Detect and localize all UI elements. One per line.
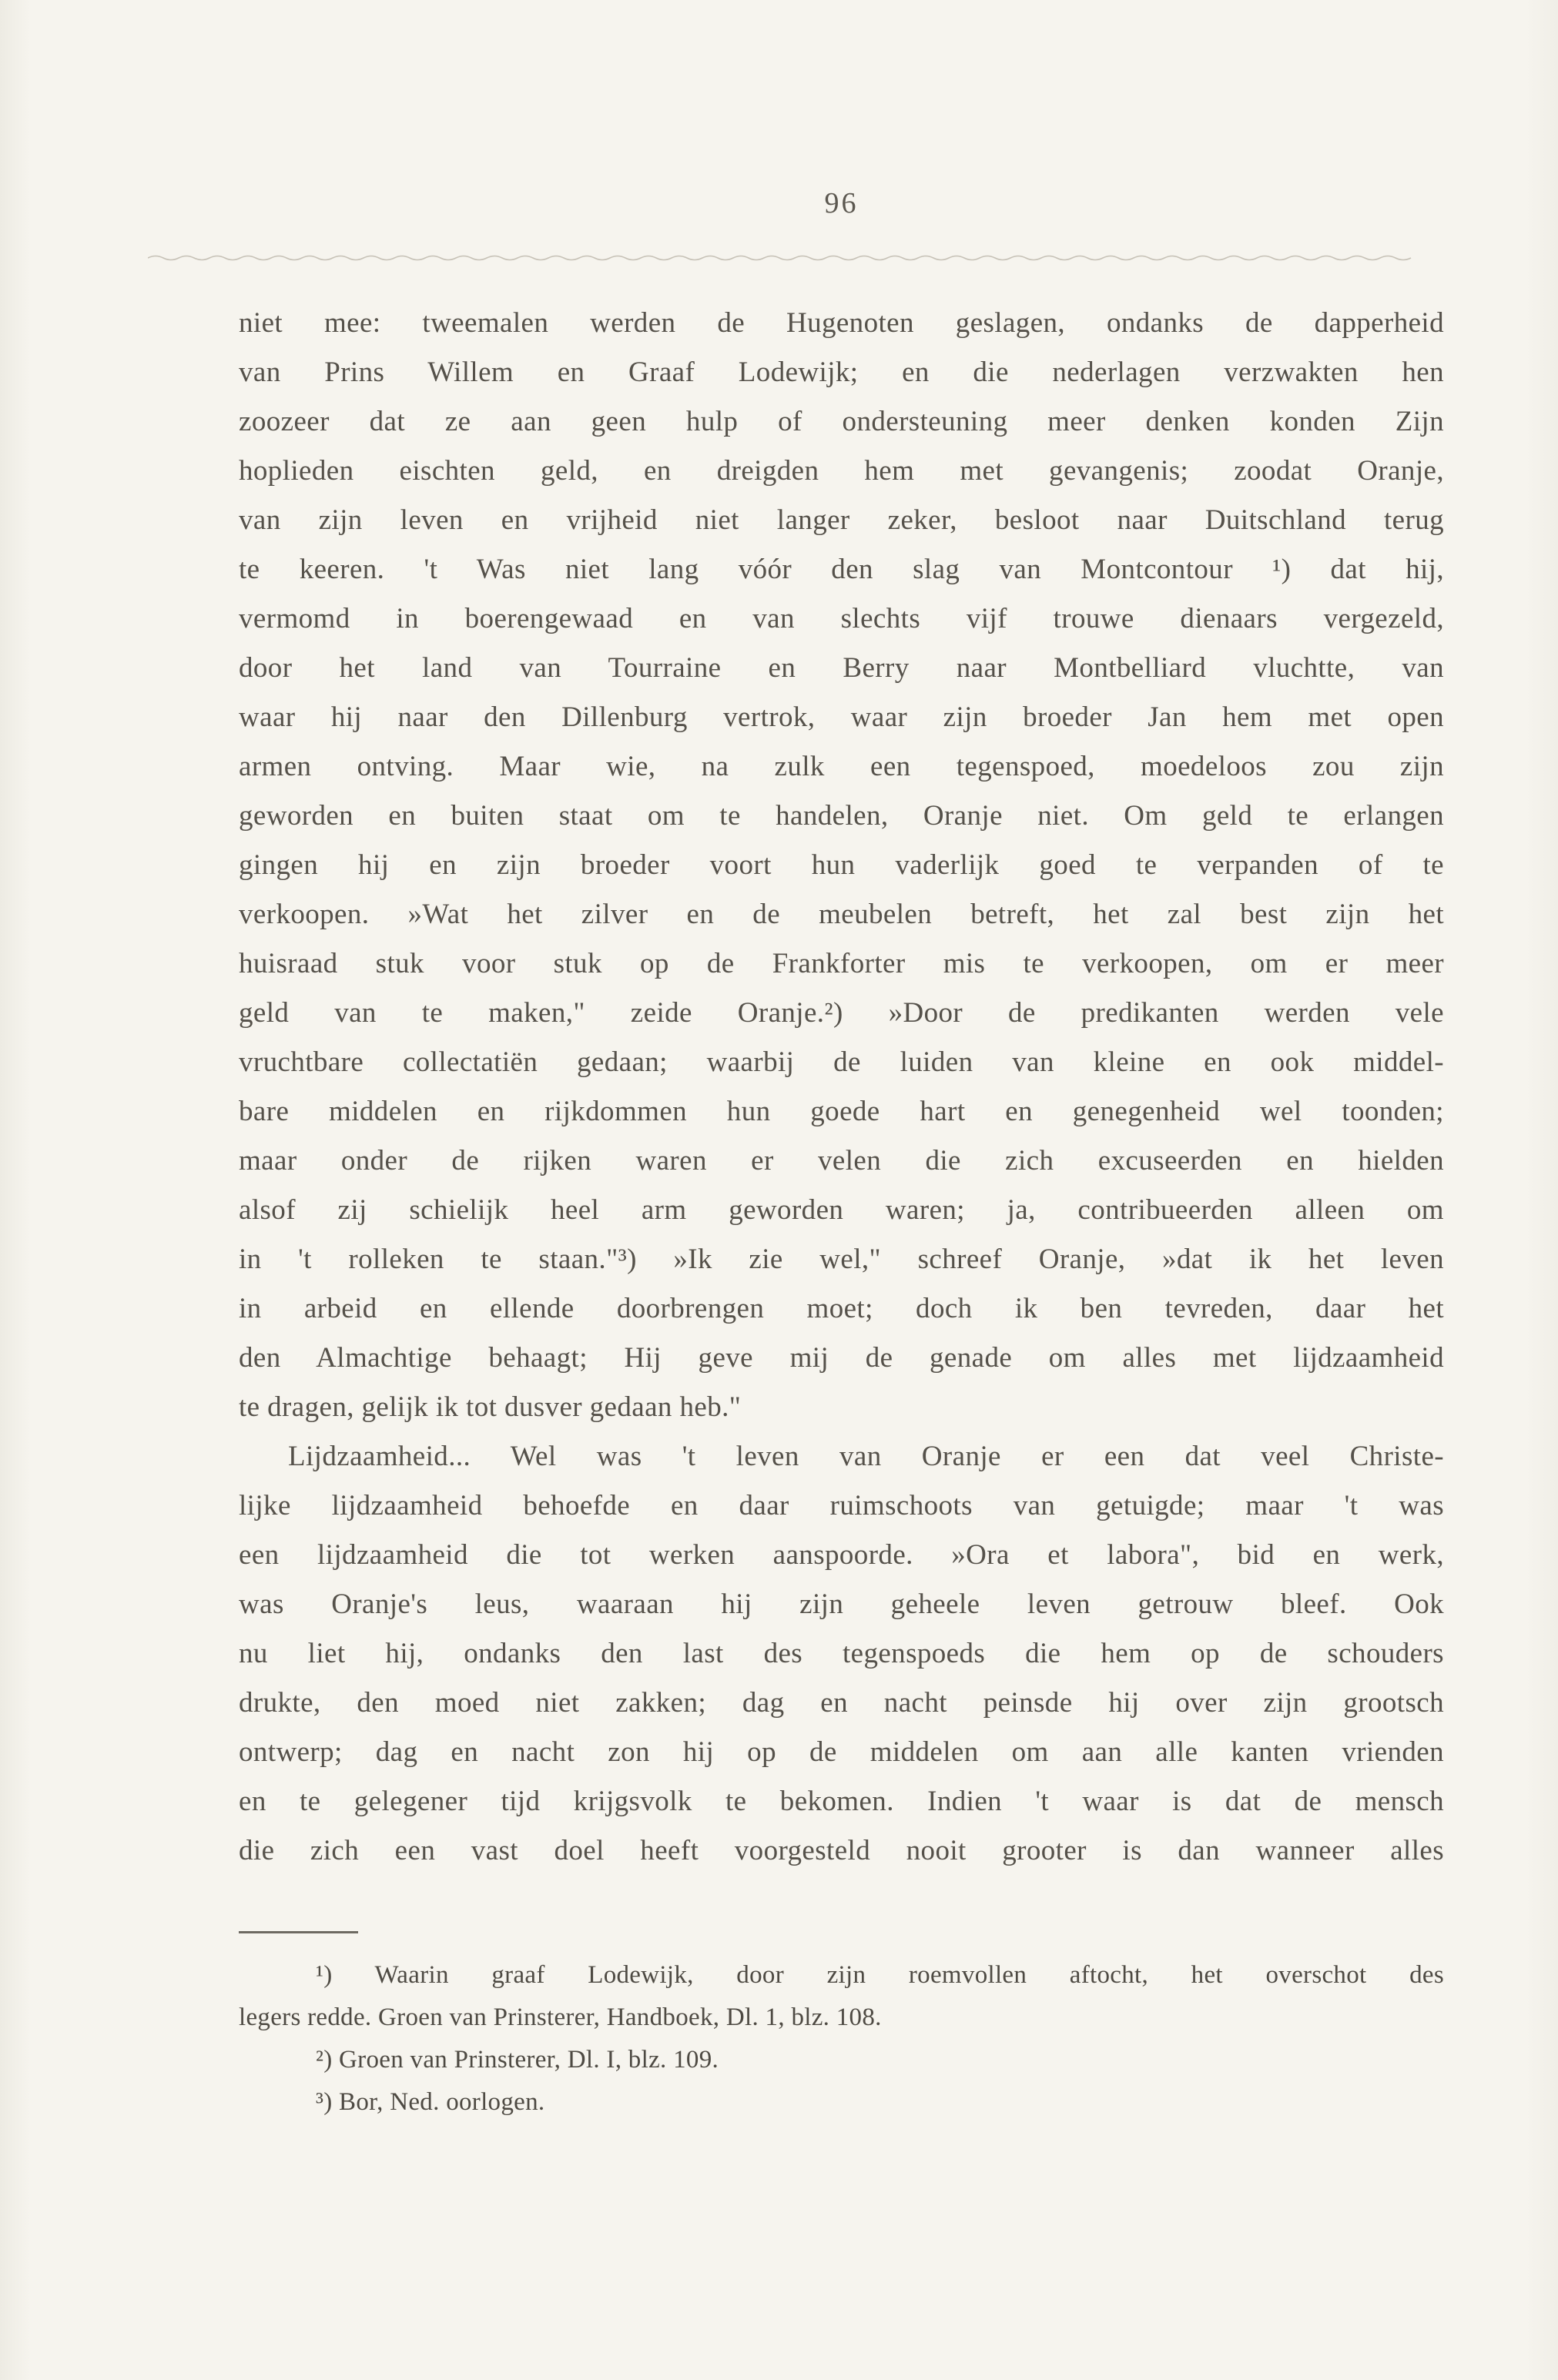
text-line: ³) Bor, Ned. oorlogen. (316, 2088, 545, 2116)
text-line: maar onder de rijken waren er velen die zich excuseerden en hielden (239, 1145, 1444, 1177)
text-line: legers redde. Groen van Prinsterer, Handboek, Dl. 1, blz. 108. (239, 2003, 882, 2031)
text-line: ontwerp; dag en nacht zon hij op de middelen om aan alle kanten vrienden (239, 1736, 1444, 1768)
text-line: bare middelen en rijkdommen hun goede hart en genegenheid wel toonden; (239, 1096, 1444, 1127)
text-line: lijke lijdzaamheid behoefde en daar ruimschoots van getuigde; maar 't was (239, 1490, 1444, 1521)
text-line: in 't rolleken te staan."³) »Ik zie wel," schreef Oranje, »dat ik het leven (239, 1244, 1444, 1275)
text-line: van zijn leven en vrijheid niet langer zeker, besloot naar Duitschland terug (239, 504, 1444, 536)
text-line: armen ontving. Maar wie, na zulk een tegenspoed, moedeloos zou zijn (239, 751, 1444, 782)
footnotes (239, 1954, 1444, 2124)
text-line: gingen hij en zijn broeder voort hun vaderlijk goed te verpanden of te (239, 849, 1444, 881)
text-line: ²) Groen van Prinsterer, Dl. I, blz. 109. (316, 2046, 719, 2074)
text-line: geld van te maken," zeide Oranje.²) »Door de predikanten werden vele (239, 997, 1444, 1029)
text-line: in arbeid en ellende doorbrengen moet; doch ik ben tevreden, daar het (239, 1293, 1444, 1324)
text-line: huisraad stuk voor stuk op de Frankforter mis te verkoopen, om er meer (239, 948, 1444, 979)
text-line: ¹) Waarin graaf Lodewijk, door zijn roemvollen aftocht, het overschot des (316, 1961, 1444, 1989)
text-line: door het land van Tourraine en Berry naar Montbelliard vluchtte, van (239, 652, 1444, 684)
page-number: 96 (824, 187, 859, 219)
text-line: niet mee: tweemalen werden de Hugenoten geslagen, ondanks de dapperheid (239, 307, 1444, 339)
text-line: zoozeer dat ze aan geen hulp of ondersteuning meer denken konden Zijn (239, 406, 1444, 437)
text-line: verkoopen. »Wat het zilver en de meubelen betreft, het zal best zijn het (239, 899, 1444, 930)
text-line: die zich een vast doel heeft voorgesteld nooit grooter is dan wanneer alles (239, 1835, 1444, 1866)
footnote-separator (239, 1931, 358, 1933)
text-line: van Prins Willem en Graaf Lodewijk; en die nederlagen verzwakten hen (239, 356, 1444, 388)
text-line: hoplieden eischten geld, en dreigden hem met gevangenis; zoodat Oranje, (239, 455, 1444, 487)
body-text (239, 299, 1444, 1876)
text-line: vruchtbare collectatiën gedaan; waarbij de luiden van kleine en ook middel- (239, 1046, 1444, 1078)
text-line: den Almachtige behaagt; Hij geve mij de genade om alles met lijdzaamheid (239, 1342, 1444, 1374)
text-line: alsof zij schielijk heel arm geworden waren; ja, contribueerden alleen om (239, 1194, 1444, 1226)
text-line: een lijdzaamheid die tot werken aanspoorde. »Ora et labora", bid en werk, (239, 1539, 1444, 1571)
text-line: waar hij naar den Dillenburg vertrok, waar zijn broeder Jan hem met open (239, 701, 1444, 733)
text-line: Lijdzaamheid... Wel was 't leven van Oranje er een dat veel Christe- (288, 1441, 1444, 1472)
decorative-wavy-rule (148, 253, 1426, 263)
text-line: te dragen, gelijk ik tot dusver gedaan heb." (239, 1391, 742, 1423)
text-line: geworden en buiten staat om te handelen, Oranje niet. Om geld te erlangen (239, 800, 1444, 832)
text-line: en te gelegener tijd krijgsvolk te bekomen. Indien 't waar is dat de mensch (239, 1786, 1444, 1817)
text-line: was Oranje's leus, waaraan hij zijn geheele leven getrouw bleef. Ook (239, 1588, 1444, 1620)
text-line: te keeren. 't Was niet lang vóór den slag van Montcontour ¹) dat hij, (239, 554, 1444, 585)
text-line: nu liet hij, ondanks den last des tegenspoeds die hem op de schouders (239, 1638, 1444, 1669)
text-line: vermomd in boerengewaad en van slechts vijf trouwe dienaars vergezeld, (239, 603, 1444, 634)
text-line: drukte, den moed niet zakken; dag en nacht peinsde hij over zijn grootsch (239, 1687, 1444, 1719)
